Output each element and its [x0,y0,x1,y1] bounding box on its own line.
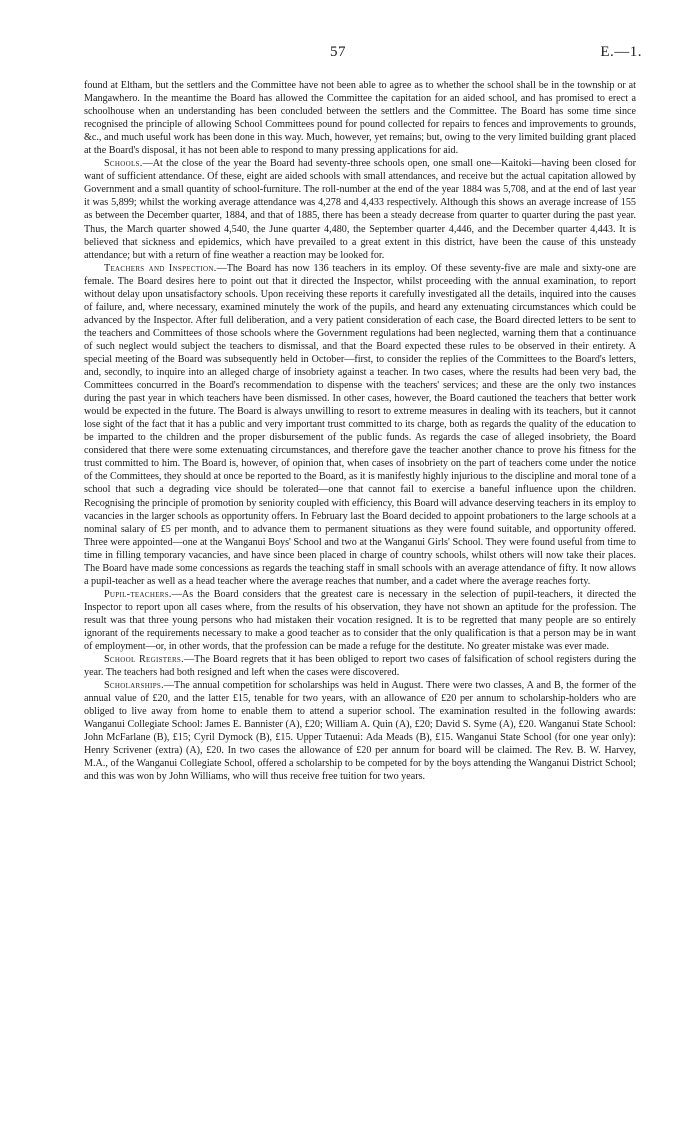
section-heading-teachers-and-inspection: Teachers and Inspection. [104,262,217,274]
section-heading-schools: Schools. [104,158,143,170]
paragraph-schools [84,157,636,261]
paragraph-pupil-teachers [84,588,636,653]
paragraph-school-registers [84,653,636,679]
paragraph-eltham-school [84,79,636,157]
document-reference: E.—1. [600,44,642,60]
paragraph-text: —The annual competition for scholarships was held in August. There were two classes, A and B, the former of the annual value of £20, and the latter £15, tenable for two years, with an allowance of £20 per annum to scholarship-holders who are obliged to live away from home to enable them to attend a superior school. The examination resulted in the following awards: Wanganui Collegiate School: James E. Bannister (A), £20; William A. Quin (A), £20; David S. Syme (A), £20. Wanganui State School: John McFarlane (B), £15; Cyril Dymock (B), £15. Upper Tutaenui: Ada Meads (B), £15. Wanganui State School (for one year only): Henry Scrivener (extra) (A), £20. In two cases the allowance of £20 per annum for board will be claimed. The Rev. B. W. Harvey, M.A., of the Wanganui Collegiate School, offered a scholarship to be competed for by the boys attending the Wanganui District School; and this was won by John Williams, who will thus receive free tuition for two years. [84,680,636,783]
paragraph-text: —At the close of the year the Board had seventy-three schools open, one small one—Kaitoki—having been closed for want of sufficient attendance. Of these, eight are aided schools with small attendances, and receive but the actual capitation allowed by Government and a small quantity of school-furniture. The roll-number at the end of the year 1884 was 5,708, and at the end of last year it was 5,899; whilst the working average attendance was 4,278 and 4,433 respectively. Although this shows an average increase of 155 as between the December quarter, 1884, and that of 1885, there has been a steady decrease from quarter to quarter during the past year. Thus, the March quarter showed 4,540, the June quarter 4,480, the September quarter 4,446, and the December quarter 4,443. It is believed that sickness and epidemics, which have prevailed to a great extent in this district, have been the cause of this unsteady attendance; but with a return of fine weather a reaction may be looked for. [84,158,636,261]
paragraph-text: —The Board regrets that it has been obliged to report two cases of falsification of school registers during the year. The teachers had both resigned and left when the cases were discovered. [84,654,637,679]
paragraph-scholarships [84,679,636,783]
paragraph-text: —As the Board considers that the greatest care is necessary in the selection of pupil-teachers, it directed the Inspector to report upon all cases where, from the results of his observation, they have not shown an aptitude for the profession. The result was that three young persons who had mistaken their vocation resigned. It is to be regretted that many people are so entirely ignorant of the requirements necessary to make a good teacher as to consider that the only qualification is that a person may be in want of employment—or, in other words, that the profession can be made a refuge for the destitute. No greater mistake was ever made. [84,588,636,653]
paragraph-text: found at Eltham, but the settlers and the Committee have not been able to agree as to whether the school shall be in the township or at Mangawhero. In the meantime the Board has allowed the Committee the capitation for an aided school, and has promised to erect a schoolhouse when an understanding has been concluded between the settlers and the Committee. The Board has some time since recognised the principle of allowing School Committees pound for pound collected for repairs to fences and improvements to grounds, &c., and much useful work has been done in this way. Much, however, yet remains; but, owing to the very limited building grant placed at the Board's disposal, it has not been able to respond to many pressing applications for aid. [84,80,636,157]
paragraph-teachers-and-inspection [84,262,636,588]
section-heading-scholarships: Scholarships. [104,680,164,692]
page-header [0,44,700,64]
page-number: 57 [330,44,346,60]
section-heading-pupil-teachers: Pupil-teachers. [104,588,172,600]
report-body [84,79,636,784]
paragraph-text: —The Board has now 136 teachers in its employ. Of these seventy-five are male and sixty-one are female. The Board desires here to point out that it directed the Inspector, whilst proceeding with the annual examination, to report without delay upon unsatisfactory schools. Upon receiving these reports it carefully investigated all the details, inquired into the causes of failure, and, where necessary, examined minutely the work of the pupils, and heard any extenuating circumstances which could be advanced by the Inspector. After full deliberation, and a very patient consideration of each case, the Board directed letters to be sent to the teachers and Committees of those schools where the Government regulations had been neglected, warning them that a continuance of such neglect would subject the teachers to dismissal, and that the Board expected these rules to be observed in their entirety. A special meeting of the Board was subsequently held in October—first, to consider the replies of the Committees to the Board's letters, and, secondly, to inquire into an alleged charge of insobriety against a teacher. In two cases, where the results had been very bad, the Committees concurred in the Board's recommendation to dispense with the teachers' services; and these are the only two instances during the past year in which teachers have been dismissed. In other cases, however, the Board cautioned the teachers that better work would be expected in the future. The Board is always unwilling to resort to extreme measures in dealing with its teachers, but it cannot lose sight of the fact that it has a public and very important trust committed to its charge, both as regards the quality of the education to be imparted to the children and the proper disbursement of the public funds. As regards the case of alleged insobriety, the Board considered that there were some extenuating circumstances, and therefore gave the teacher another chance to prove his fitness for the trust committed to him. The Board is, however, of opinion that, when cases of insobriety on the part of teachers come under the notice of the Committees, they should at once be reported to the Board, as it is manifestly highly injurious to the discipline and moral tone of a school that such a degrading vice should be tolerated—one that cannot fail to exercise a baneful influence upon the children. Recognising the principle of promotion by seniority coupled with efficiency, this Board will advance deserving teachers in its employ to vacancies in the larger schools as opportunity offers. In February last the Board decided to appoint probationers to the large schools at a nominal salary of £5 per month, and to advance them to permanent situations as they were found suitable, and opportunity offered. Three were appointed—one at the Wanganui Boys' School and two at the Wanganui Girls' School. They were found useful from time to time in filling temporary vacancies, and have since been placed in charge of country schools, whilst others will now take their places. The Board have made some concessions as regards the teaching staff in small schools with an average attendance of fifty. It now allows a pupil-teacher as well as a head teacher where the average reaches that number, and a cadet where the average reaches forty. [84,262,636,587]
section-heading-school-registers: School Registers. [104,654,184,666]
